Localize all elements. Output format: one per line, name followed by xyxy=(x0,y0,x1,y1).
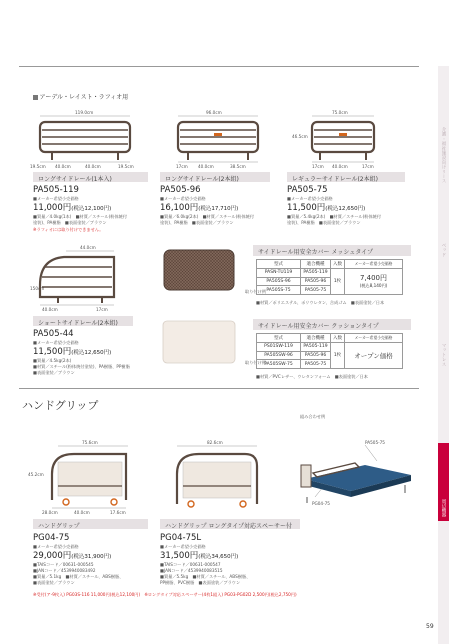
table-cell: PA505-75 xyxy=(301,286,331,295)
product-label-bar: ロングサイドレール(2本組) xyxy=(160,172,270,182)
table-row xyxy=(257,342,403,351)
side-index-item: マットレス xyxy=(441,343,446,367)
product-label-bar: ロングサイドレール(1本入) xyxy=(33,172,148,182)
table-cell: 1枚 xyxy=(331,268,345,294)
cushion-cover-table xyxy=(256,333,403,369)
spec-line: ■質量／5.4kg(2本) ■材質／スチール(粉体焼付 xyxy=(287,214,382,219)
price-tax: (税込17,710円) xyxy=(198,206,239,212)
price-tax: (税込12,650円) xyxy=(325,206,366,212)
dim-label: 17cm xyxy=(312,164,324,169)
product-code: PA505-96 xyxy=(160,185,201,195)
table-row xyxy=(257,268,403,277)
section-title xyxy=(33,92,128,101)
table-cell: 1枚 xyxy=(331,342,345,368)
mesh-cover-photo xyxy=(160,246,238,296)
middle-divider xyxy=(19,388,419,389)
page-number: 59 xyxy=(426,623,434,630)
table-header: 型式 xyxy=(257,334,301,343)
spec-line: ■材質／スチール(粉体焼付塗装)、PA樹脂、PP樹脂 xyxy=(33,364,130,369)
product-label-bar: ショートサイドレール(2本組) xyxy=(33,316,133,326)
price-main: 16,100円 xyxy=(160,203,199,213)
rail-96-figure xyxy=(170,110,265,170)
table-cell: PA505-119 xyxy=(301,268,331,277)
rail-44-figure xyxy=(30,245,120,313)
table-header: 入数 xyxy=(331,334,345,343)
photo-caption: 取り付け例 xyxy=(245,360,266,365)
dim-label: 28.0cm xyxy=(42,510,58,515)
product-price xyxy=(33,549,111,561)
price-main: 29,000円 xyxy=(33,551,72,561)
spec-line: ■質量／6.0kg(2本) ■材質／スチール(粉体焼付 xyxy=(160,214,255,219)
spec-line: ■JANコード／4539940083492 xyxy=(33,568,96,573)
square-bullet-icon xyxy=(33,95,38,100)
dim-label: 17cm xyxy=(96,307,108,312)
spec-line: ■表面塗装／ブラウン xyxy=(33,580,75,585)
product-price xyxy=(33,345,111,357)
table-cell: PASN-TU119 xyxy=(257,268,301,277)
table-cell: PA505-119 xyxy=(301,342,331,351)
price-main: 31,500円 xyxy=(160,551,199,561)
table-header: 適合機種 xyxy=(301,260,331,269)
dim-label: 40.0cm xyxy=(42,307,58,312)
product-code: PG04-75L xyxy=(160,533,202,543)
rail-75-figure xyxy=(292,110,382,170)
product-code: PG04-75 xyxy=(33,533,70,543)
table-cell xyxy=(345,268,403,294)
top-divider xyxy=(19,66,419,67)
dim-label: 17cm xyxy=(362,164,374,169)
product-price xyxy=(160,549,238,561)
table-cell: PA505-96 xyxy=(301,351,331,360)
dim-label: 119.0cm xyxy=(75,110,94,115)
product-code: PA505-75 xyxy=(287,185,328,195)
spec-line: 塗装)、PA樹脂 ■表面塗装／ブラウン xyxy=(160,220,234,225)
hand-grip-heading: ハンドグリップ xyxy=(22,399,99,412)
table-cell: PA505-96 xyxy=(301,277,331,286)
price-tax: (税込12,100円) xyxy=(71,206,112,212)
combo-callout-rail: PA505-75 xyxy=(365,440,385,445)
dim-label: 45.2cm xyxy=(28,472,44,477)
price-note: ■メーカー希望小売価格 xyxy=(287,196,333,201)
combo-bed-photo xyxy=(295,445,415,505)
price-main: 11,500円 xyxy=(33,347,72,357)
price-tax: (税込12,650円) xyxy=(71,350,112,356)
product-price xyxy=(160,201,238,213)
table-cell: PA505SW-75 xyxy=(257,360,301,369)
product-price xyxy=(287,201,365,213)
table-cell: PA505S-96 xyxy=(257,277,301,286)
dim-label: 19.5cm xyxy=(118,164,134,169)
table-header: 入数 xyxy=(331,260,345,269)
dim-label: 40.0cm xyxy=(55,164,71,169)
price-note: ■メーカー希望小売価格 xyxy=(33,196,79,201)
product-code: PA505-44 xyxy=(33,329,74,339)
table-cell: オープン価格 xyxy=(345,342,403,368)
price-note: ■メーカー希望小売価格 xyxy=(33,544,79,549)
price-note: ■メーカー希望小売価格 xyxy=(160,544,206,549)
combo-label: 組み合わせ例 xyxy=(300,414,326,419)
dim-label: 40.0cm xyxy=(332,164,348,169)
dim-label: 75.6cm xyxy=(82,440,98,445)
dim-label: 17.6cm xyxy=(110,510,126,515)
dim-label: 40.0cm xyxy=(85,164,101,169)
combo-callout-grip: PG04-75 xyxy=(312,501,330,506)
handgrip-75-figure xyxy=(28,440,138,516)
dim-label: 40.0cm xyxy=(74,510,90,515)
cover-material: ■材質／PVCレザー、ウレタンフォーム ■表面塗装／日本 xyxy=(256,374,368,379)
dim-label: 17cm xyxy=(176,164,188,169)
dim-label: 38.5cm xyxy=(230,164,246,169)
cover-heading: サイドレール用安全カバー クッションタイプ xyxy=(253,319,411,330)
spec-line: ■質量／5.5kg ■材質／スチール、ABS樹脂、 xyxy=(160,574,251,579)
product-label-bar: ハンドグリップ xyxy=(33,519,148,529)
price-tax: (税込34,650円) xyxy=(198,554,239,560)
spec-line: ■TAISコード／00631-000547 xyxy=(160,562,221,567)
cover-price: 7,400円 xyxy=(359,274,388,283)
section-title-text: アーデル・レイスト・ラフィオ用 xyxy=(39,94,129,101)
photo-caption: 取り付け例 xyxy=(245,289,266,294)
price-note: ■メーカー希望小売価格 xyxy=(33,340,79,345)
cushion-cover-photo xyxy=(160,318,238,366)
product-price xyxy=(33,201,111,213)
dim-label: 44.0cm xyxy=(80,245,96,250)
product-label-bar: ハンドグリップ ロングタイプ対応スペーサー付 xyxy=(160,519,300,529)
dim-label: 82.6cm xyxy=(207,440,223,445)
side-index-item: ベッド xyxy=(441,242,446,258)
dim-label: 19.5cm xyxy=(30,164,46,169)
table-header: 適合機種 xyxy=(301,334,331,343)
price-main: 11,000円 xyxy=(33,203,72,213)
table-cell: PA505S-75 xyxy=(257,286,301,295)
spec-line: 塗装)、PA樹脂 ■表面塗装／ブラウン xyxy=(33,220,107,225)
hand-red-note: ※受付(ア-9枚入) PG03S-116 11,000円(税込12,100円) ※ロングタイプ対応スペーサー(4枚1組入) PG03-PG02D 2,500円(税込2,750円) xyxy=(33,592,297,597)
spec-line: ■質量／4.0kg(1本) ■材質／スチール(粉体焼付 xyxy=(33,214,128,219)
product-code: PA505-119 xyxy=(33,185,79,195)
spec-line: ■JANコード／4539940083515 xyxy=(160,568,223,573)
spec-line: 塗装)、PA樹脂 ■表面塗装／ブラウン xyxy=(287,220,361,225)
dim-label: 46.5cm xyxy=(292,134,308,139)
table-header: メーカー希望小売価格 xyxy=(345,334,403,343)
spec-line: ■表面塗装／ブラウン xyxy=(33,370,75,375)
rail-119-figure xyxy=(30,110,140,170)
dim-label: 75.0cm xyxy=(332,110,348,115)
spec-line: PP樹脂、PVC樹脂 ■表面塗装／ブラウン xyxy=(160,580,241,585)
dim-label: 150cm xyxy=(30,286,45,291)
side-index-active xyxy=(438,443,449,521)
cover-material: ■材質／ポリエステル、ポリウレタン、合成ゴム ■表面塗装／日本 xyxy=(256,300,385,305)
spec-line: ■TAISコード／00631-000545 xyxy=(33,562,94,567)
table-cell: PS01SW-119 xyxy=(257,342,301,351)
side-index-active-label: 周辺機器 xyxy=(441,499,446,517)
cover-price-tax: (税込8,140円) xyxy=(359,283,388,289)
price-tax: (税込31,900円) xyxy=(71,554,112,560)
handgrip-75l-figure xyxy=(165,440,265,516)
table-cell: PA505SW-96 xyxy=(257,351,301,360)
product-label-bar: レギュラーサイドレール(2本組) xyxy=(287,172,405,182)
price-main: 11,500円 xyxy=(287,203,326,213)
red-note: ※ラフィオには取り付けできません。 xyxy=(33,227,104,232)
side-index-item: 介護・福祉施設向けリース xyxy=(441,126,446,184)
spec-line: ■質量／5.1kg ■材質／スチール、ABS樹脂、 xyxy=(33,574,124,579)
mesh-cover-table xyxy=(256,259,403,295)
dim-label: 40.0cm xyxy=(198,164,214,169)
table-header: メーカー希望小売価格 xyxy=(345,260,403,269)
table-cell: PA505-75 xyxy=(301,360,331,369)
dim-label: 96.0cm xyxy=(206,110,222,115)
table-header: 型式 xyxy=(257,260,301,269)
price-note: ■メーカー希望小売価格 xyxy=(160,196,206,201)
spec-line: ■質量／4.5kg(2本) xyxy=(33,358,72,363)
cover-heading: サイドレール用安全カバー メッシュタイプ xyxy=(253,245,411,256)
